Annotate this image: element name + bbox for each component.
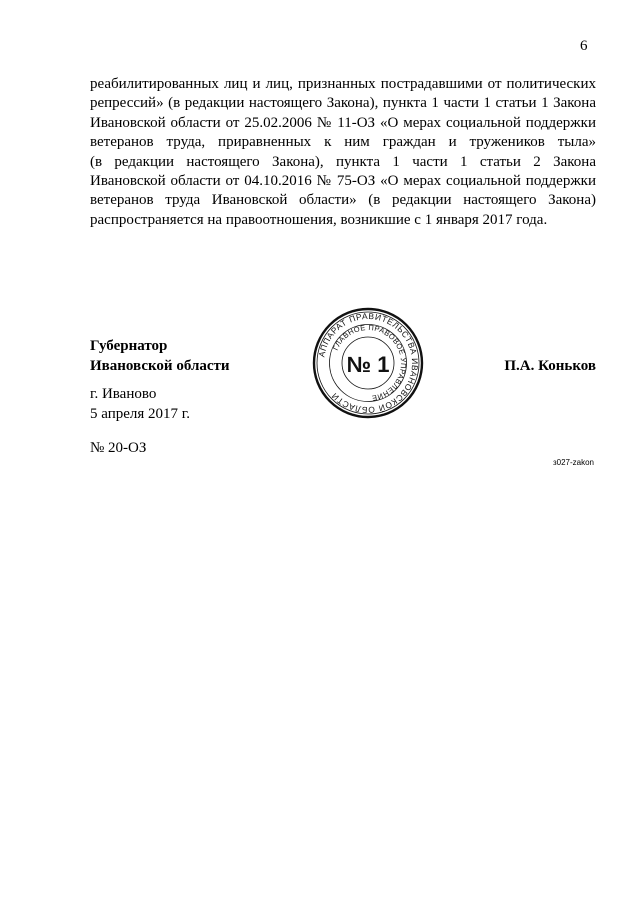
stamp-inner-text: ГЛАВНОЕ ПРАВОВОЕ УПРАВЛЕНИЕ	[330, 322, 409, 403]
city: г. Иваново	[90, 386, 157, 402]
body-line: Ивановской области от 04.10.2016 № 75-ОЗ «О мерах социальной поддержки	[90, 173, 596, 190]
signatory-title-line: Губернатор	[90, 338, 168, 354]
document-number: № 20-ОЗ	[90, 440, 147, 456]
body-line: (в редакции настоящего Закона), пункта 1 части 1 статьи 2 Закона	[90, 153, 596, 170]
official-stamp	[312, 307, 424, 419]
body-line: Ивановской области от 25.02.2006 № 11-ОЗ «О мерах социальной поддержки	[90, 114, 596, 131]
file-code: з027-zakon	[552, 458, 594, 467]
body-line: ветеранов труда, приравненных к ним граждан и тружеников тыла»	[90, 134, 596, 151]
signatory-title-line: Ивановской области	[90, 358, 230, 374]
page-number: 6	[580, 38, 588, 54]
place-and-date	[90, 385, 190, 424]
signatory-name: П.А. Коньков	[504, 358, 596, 374]
body-line: реабилитированных лиц и лиц, признанных пострадавшими от политических	[90, 76, 596, 92]
signing-date: 5 апреля 2017 г.	[90, 405, 190, 422]
body-line: ветеранов труда Ивановской области» (в редакции настоящего Закона)	[90, 192, 596, 209]
stamp-outer-text: АППАРАТ ПРАВИТЕЛЬСТВА ИВАНОВСКОЙ ОБЛАСТИ	[316, 310, 421, 416]
signatory-title	[90, 336, 230, 376]
body-line: распространяется на правоотношения, возникшие с 1 января 2017 года.	[90, 211, 548, 228]
body-line: репрессий» (в редакции настоящего Закона), пункта 1 части 1 статьи 1 Закона	[90, 95, 596, 112]
law-body-text	[90, 75, 596, 230]
stamp-center-number: № 1	[346, 352, 390, 377]
